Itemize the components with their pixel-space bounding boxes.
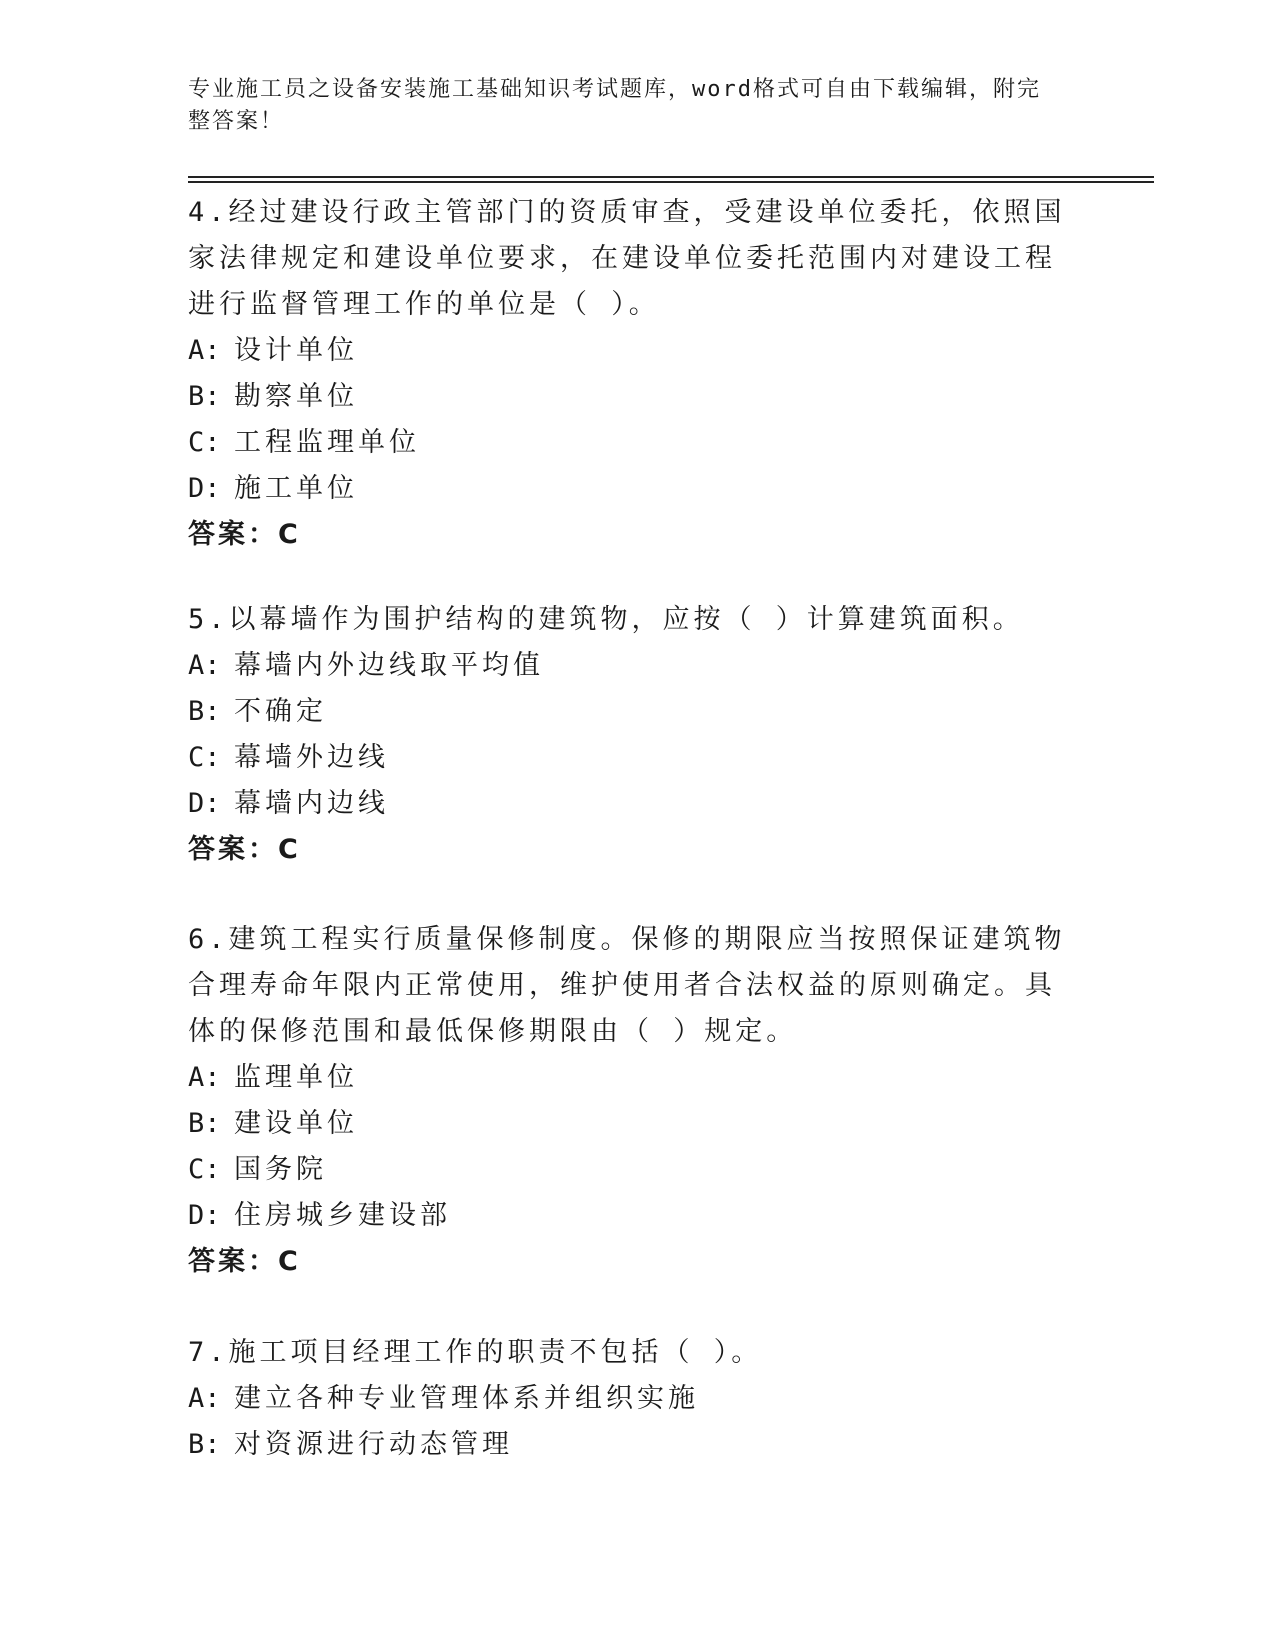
option-text: 勘察单位 <box>234 381 358 412</box>
option-letter: C: <box>188 427 221 458</box>
option-b <box>188 1422 1068 1468</box>
header-line-1: 专业施工员之设备安装施工基础知识考试题库，word格式可自由下载编辑，附完 <box>188 77 1041 102</box>
option-a <box>188 328 1068 374</box>
option-letter: C: <box>188 742 221 773</box>
option-letter: D: <box>188 788 221 819</box>
header-line-2: 整答案！ <box>188 109 285 134</box>
option-a <box>188 1055 1068 1101</box>
option-text: 不确定 <box>234 696 327 727</box>
option-text: 监理单位 <box>234 1062 358 1093</box>
option-letter: D: <box>188 473 221 504</box>
answer: 答案：C <box>188 1246 301 1277</box>
option-b <box>188 374 1068 420</box>
option-text: 幕墙内外边线取平均值 <box>234 650 544 681</box>
question-stem: 4.经过建设行政主管部门的资质审查，受建设单位委托，依照国家法律规定和建设单位要求，在建设单位委托范围内对建设工程进行监督管理工作的单位是（ ）。 <box>188 197 1066 320</box>
option-letter: C: <box>188 1154 221 1185</box>
option-d <box>188 781 1068 827</box>
document-header <box>188 74 1068 138</box>
option-text: 设计单位 <box>234 335 358 366</box>
question-5 <box>188 597 1068 873</box>
option-d <box>188 1193 1068 1239</box>
question-stem: 7.施工项目经理工作的职责不包括（ ）。 <box>188 1337 763 1368</box>
option-text: 对资源进行动态管理 <box>234 1429 513 1460</box>
option-text: 国务院 <box>234 1154 327 1185</box>
question-6 <box>188 917 1068 1285</box>
option-letter: A: <box>188 650 221 681</box>
option-letter: A: <box>188 1383 221 1414</box>
answer: 答案：C <box>188 519 301 550</box>
option-c <box>188 1147 1068 1193</box>
header-divider-top <box>188 176 1154 178</box>
option-letter: B: <box>188 1108 221 1139</box>
option-letter: A: <box>188 335 221 366</box>
option-b <box>188 1101 1068 1147</box>
option-text: 施工单位 <box>234 473 358 504</box>
option-text: 幕墙内边线 <box>234 788 389 819</box>
question-4 <box>188 190 1068 558</box>
option-letter: B: <box>188 696 221 727</box>
question-7 <box>188 1330 1068 1468</box>
answer: 答案：C <box>188 834 301 865</box>
option-b <box>188 689 1068 735</box>
option-text: 工程监理单位 <box>234 427 420 458</box>
option-letter: B: <box>188 1429 221 1460</box>
header-divider-bottom <box>188 181 1154 183</box>
option-letter: B: <box>188 381 221 412</box>
option-text: 幕墙外边线 <box>234 742 389 773</box>
option-text: 建设单位 <box>234 1108 358 1139</box>
question-stem: 5.以幕墙作为围护结构的建筑物，应按（ ）计算建筑面积。 <box>188 604 1024 635</box>
option-a <box>188 1376 1068 1422</box>
option-text: 住房城乡建设部 <box>234 1200 451 1231</box>
option-a <box>188 643 1068 689</box>
option-letter: D: <box>188 1200 221 1231</box>
option-c <box>188 735 1068 781</box>
option-d <box>188 466 1068 512</box>
option-text: 建立各种专业管理体系并组织实施 <box>234 1383 699 1414</box>
option-letter: A: <box>188 1062 221 1093</box>
question-stem: 6.建筑工程实行质量保修制度。保修的期限应当按照保证建筑物合理寿命年限内正常使用，维护使用者合法权益的原则确定。具体的保修范围和最低保修期限由（ ）规定。 <box>188 924 1066 1047</box>
option-c <box>188 420 1068 466</box>
